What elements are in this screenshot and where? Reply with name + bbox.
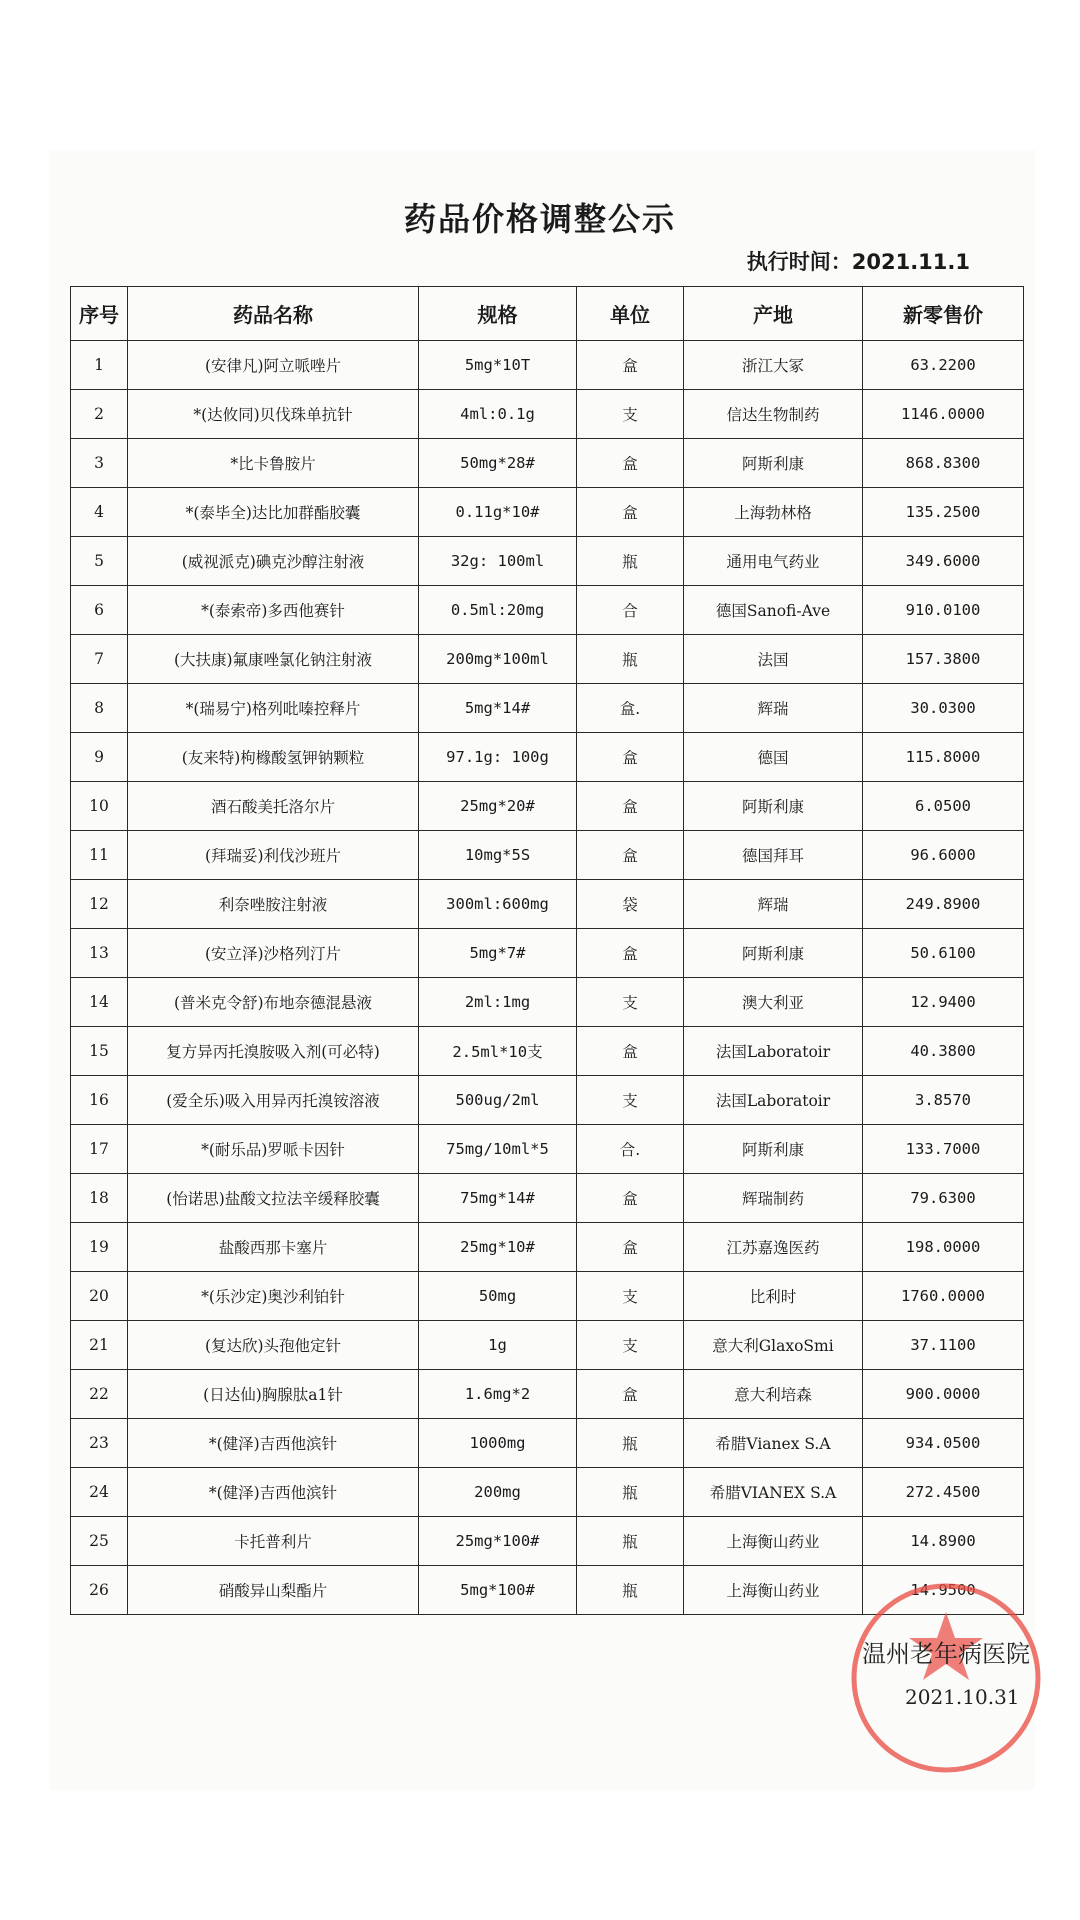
cell-price: 910.0100 xyxy=(863,586,1024,635)
cell-origin: 辉瑞 xyxy=(684,684,863,733)
cell-origin: 德国Sanofi-Ave xyxy=(684,586,863,635)
table-row xyxy=(71,341,1024,390)
cell-price: 37.1100 xyxy=(863,1321,1024,1370)
cell-price: 934.0500 xyxy=(863,1419,1024,1468)
cell-unit: 盒 xyxy=(577,1174,684,1223)
cell-drug-name: (普米克令舒)布地奈德混悬液 xyxy=(128,978,419,1027)
cell-origin: 浙江大冢 xyxy=(684,341,863,390)
cell-origin: 江苏嘉逸医药 xyxy=(684,1223,863,1272)
cell-drug-name: 盐酸西那卡塞片 xyxy=(128,1223,419,1272)
cell-index: 7 xyxy=(71,635,128,684)
cell-price: 79.6300 xyxy=(863,1174,1024,1223)
cell-price: 900.0000 xyxy=(863,1370,1024,1419)
cell-price: 1760.0000 xyxy=(863,1272,1024,1321)
cell-drug-name: (安立泽)沙格列汀片 xyxy=(128,929,419,978)
table-row xyxy=(71,1419,1024,1468)
cell-spec: 25mg*10# xyxy=(419,1223,577,1272)
cell-unit: 盒 xyxy=(577,1370,684,1419)
cell-price: 6.0500 xyxy=(863,782,1024,831)
cell-drug-name: 酒石酸美托洛尔片 xyxy=(128,782,419,831)
cell-unit: 盒. xyxy=(577,684,684,733)
cell-unit: 支 xyxy=(577,1321,684,1370)
cell-drug-name: 卡托普利片 xyxy=(128,1517,419,1566)
table-row xyxy=(71,1272,1024,1321)
cell-spec: 500ug/2ml xyxy=(419,1076,577,1125)
cell-spec: 5mg*7# xyxy=(419,929,577,978)
cell-price: 135.2500 xyxy=(863,488,1024,537)
cell-drug-name: (日达仙)胸腺肽a1针 xyxy=(128,1370,419,1419)
cell-origin: 辉瑞制药 xyxy=(684,1174,863,1223)
cell-unit: 盒 xyxy=(577,929,684,978)
cell-price: 272.4500 xyxy=(863,1468,1024,1517)
cell-spec: 300ml:600mg xyxy=(419,880,577,929)
cell-price: 14.9500 xyxy=(863,1566,1024,1615)
cell-index: 15 xyxy=(71,1027,128,1076)
cell-drug-name: (爱全乐)吸入用异丙托溴铵溶液 xyxy=(128,1076,419,1125)
cell-index: 17 xyxy=(71,1125,128,1174)
cell-spec: 2ml:1mg xyxy=(419,978,577,1027)
cell-spec: 2.5ml*10支 xyxy=(419,1027,577,1076)
cell-drug-name: (拜瑞妥)利伐沙班片 xyxy=(128,831,419,880)
table-row xyxy=(71,782,1024,831)
cell-drug-name: *(乐沙定)奥沙利铂针 xyxy=(128,1272,419,1321)
cell-origin: 意大利GlaxoSmi xyxy=(684,1321,863,1370)
cell-index: 9 xyxy=(71,733,128,782)
cell-index: 11 xyxy=(71,831,128,880)
cell-drug-name: *(瑞易宁)格列吡嗪控释片 xyxy=(128,684,419,733)
cell-index: 1 xyxy=(71,341,128,390)
cell-origin: 阿斯利康 xyxy=(684,929,863,978)
cell-origin: 通用电气药业 xyxy=(684,537,863,586)
cell-drug-name: (大扶康)氟康唑氯化钠注射液 xyxy=(128,635,419,684)
table-row xyxy=(71,880,1024,929)
table-row xyxy=(71,439,1024,488)
cell-price: 63.2200 xyxy=(863,341,1024,390)
cell-unit: 合. xyxy=(577,1125,684,1174)
cell-unit: 支 xyxy=(577,1076,684,1125)
cell-unit: 盒 xyxy=(577,831,684,880)
cell-index: 24 xyxy=(71,1468,128,1517)
header-unit: 单位 xyxy=(577,287,684,341)
cell-spec: 1000mg xyxy=(419,1419,577,1468)
cell-spec: 97.1g: 100g xyxy=(419,733,577,782)
cell-index: 19 xyxy=(71,1223,128,1272)
table-row xyxy=(71,1076,1024,1125)
cell-origin: 澳大利亚 xyxy=(684,978,863,1027)
table-row xyxy=(71,1370,1024,1419)
cell-drug-name: (威视派克)碘克沙醇注射液 xyxy=(128,537,419,586)
table-row xyxy=(71,978,1024,1027)
cell-drug-name: *(健泽)吉西他滨针 xyxy=(128,1468,419,1517)
cell-origin: 辉瑞 xyxy=(684,880,863,929)
header-index: 序号 xyxy=(71,287,128,341)
cell-origin: 法国Laboratoir xyxy=(684,1027,863,1076)
cell-spec: 1g xyxy=(419,1321,577,1370)
cell-unit: 盒 xyxy=(577,1027,684,1076)
cell-index: 3 xyxy=(71,439,128,488)
cell-origin: 阿斯利康 xyxy=(684,1125,863,1174)
cell-spec: 75mg*14# xyxy=(419,1174,577,1223)
cell-price: 40.3800 xyxy=(863,1027,1024,1076)
cell-price: 157.3800 xyxy=(863,635,1024,684)
cell-unit: 盒 xyxy=(577,782,684,831)
table-row xyxy=(71,1321,1024,1370)
table-row xyxy=(71,831,1024,880)
cell-drug-name: (友来特)枸橼酸氢钾钠颗粒 xyxy=(128,733,419,782)
cell-unit: 瓶 xyxy=(577,537,684,586)
cell-spec: 75mg/10ml*5 xyxy=(419,1125,577,1174)
cell-price: 198.0000 xyxy=(863,1223,1024,1272)
table-row xyxy=(71,488,1024,537)
cell-unit: 瓶 xyxy=(577,1566,684,1615)
cell-price: 249.8900 xyxy=(863,880,1024,929)
cell-price: 12.9400 xyxy=(863,978,1024,1027)
cell-origin: 法国Laboratoir xyxy=(684,1076,863,1125)
cell-index: 6 xyxy=(71,586,128,635)
table-row xyxy=(71,684,1024,733)
cell-origin: 阿斯利康 xyxy=(684,439,863,488)
cell-unit: 瓶 xyxy=(577,635,684,684)
cell-drug-name: *(耐乐品)罗哌卡因针 xyxy=(128,1125,419,1174)
cell-spec: 32g: 100ml xyxy=(419,537,577,586)
cell-unit: 盒 xyxy=(577,1223,684,1272)
cell-index: 4 xyxy=(71,488,128,537)
cell-unit: 瓶 xyxy=(577,1517,684,1566)
cell-index: 13 xyxy=(71,929,128,978)
cell-unit: 袋 xyxy=(577,880,684,929)
table-row xyxy=(71,1468,1024,1517)
cell-unit: 盒 xyxy=(577,488,684,537)
cell-index: 8 xyxy=(71,684,128,733)
cell-unit: 瓶 xyxy=(577,1419,684,1468)
cell-origin: 法国 xyxy=(684,635,863,684)
cell-unit: 盒 xyxy=(577,439,684,488)
cell-price: 96.6000 xyxy=(863,831,1024,880)
table-row xyxy=(71,586,1024,635)
seal-date: 2021.10.31 xyxy=(905,1685,1020,1709)
cell-index: 25 xyxy=(71,1517,128,1566)
cell-unit: 合 xyxy=(577,586,684,635)
cell-unit: 支 xyxy=(577,978,684,1027)
cell-spec: 25mg*100# xyxy=(419,1517,577,1566)
cell-drug-name: (安律凡)阿立哌唑片 xyxy=(128,341,419,390)
cell-origin: 信达生物制药 xyxy=(684,390,863,439)
cell-index: 18 xyxy=(71,1174,128,1223)
header-origin: 产地 xyxy=(684,287,863,341)
table-row xyxy=(71,1223,1024,1272)
cell-drug-name: *比卡鲁胺片 xyxy=(128,439,419,488)
cell-price: 14.8900 xyxy=(863,1517,1024,1566)
cell-spec: 5mg*14# xyxy=(419,684,577,733)
cell-origin: 上海衡山药业 xyxy=(684,1517,863,1566)
cell-drug-name: 硝酸异山梨酯片 xyxy=(128,1566,419,1615)
cell-price: 3.8570 xyxy=(863,1076,1024,1125)
cell-spec: 200mg*100ml xyxy=(419,635,577,684)
table-row xyxy=(71,635,1024,684)
table-row xyxy=(71,390,1024,439)
cell-index: 5 xyxy=(71,537,128,586)
cell-origin: 德国 xyxy=(684,733,863,782)
cell-index: 10 xyxy=(71,782,128,831)
cell-index: 14 xyxy=(71,978,128,1027)
cell-spec: 5mg*10T xyxy=(419,341,577,390)
table-row xyxy=(71,1027,1024,1076)
cell-origin: 意大利培森 xyxy=(684,1370,863,1419)
cell-spec: 50mg xyxy=(419,1272,577,1321)
cell-drug-name: *(泰索帝)多西他赛针 xyxy=(128,586,419,635)
cell-spec: 200mg xyxy=(419,1468,577,1517)
header-price: 新零售价 xyxy=(863,287,1024,341)
cell-drug-name: *(达攸同)贝伐珠单抗针 xyxy=(128,390,419,439)
cell-unit: 支 xyxy=(577,390,684,439)
cell-index: 21 xyxy=(71,1321,128,1370)
cell-index: 20 xyxy=(71,1272,128,1321)
table-header-row xyxy=(71,287,1024,341)
cell-index: 16 xyxy=(71,1076,128,1125)
cell-price: 30.0300 xyxy=(863,684,1024,733)
cell-price: 349.6000 xyxy=(863,537,1024,586)
table-row xyxy=(71,929,1024,978)
cell-spec: 25mg*20# xyxy=(419,782,577,831)
cell-drug-name: (怡诺思)盐酸文拉法辛缓释胶囊 xyxy=(128,1174,419,1223)
header-spec: 规格 xyxy=(419,287,577,341)
cell-spec: 1.6mg*2 xyxy=(419,1370,577,1419)
cell-index: 2 xyxy=(71,390,128,439)
header-drug-name: 药品名称 xyxy=(128,287,419,341)
cell-spec: 0.11g*10# xyxy=(419,488,577,537)
document-title: 药品价格调整公示 xyxy=(403,200,676,238)
price-table xyxy=(70,286,1024,1615)
table-row xyxy=(71,1517,1024,1566)
cell-origin: 上海勃林格 xyxy=(684,488,863,537)
cell-spec: 5mg*100# xyxy=(419,1566,577,1615)
official-seal xyxy=(846,1578,1046,1778)
cell-index: 12 xyxy=(71,880,128,929)
table-row xyxy=(71,537,1024,586)
cell-price: 133.7000 xyxy=(863,1125,1024,1174)
cell-index: 22 xyxy=(71,1370,128,1419)
cell-origin: 希腊VIANEX S.A xyxy=(684,1468,863,1517)
cell-origin: 上海衡山药业 xyxy=(684,1566,863,1615)
table-row xyxy=(71,1125,1024,1174)
cell-unit: 盒 xyxy=(577,341,684,390)
cell-drug-name: (复达欣)头孢他定针 xyxy=(128,1321,419,1370)
cell-origin: 比利时 xyxy=(684,1272,863,1321)
cell-spec: 10mg*5S xyxy=(419,831,577,880)
execution-date: 执行时间：2021.11.1 xyxy=(746,250,970,274)
cell-spec: 4ml:0.1g xyxy=(419,390,577,439)
table-body xyxy=(71,341,1024,1615)
cell-price: 115.8000 xyxy=(863,733,1024,782)
cell-drug-name: 复方异丙托溴胺吸入剂(可必特) xyxy=(128,1027,419,1076)
cell-price: 1146.0000 xyxy=(863,390,1024,439)
cell-drug-name: 利奈唑胺注射液 xyxy=(128,880,419,929)
cell-spec: 0.5ml:20mg xyxy=(419,586,577,635)
cell-drug-name: *(泰毕全)达比加群酯胶囊 xyxy=(128,488,419,537)
cell-unit: 盒 xyxy=(577,733,684,782)
cell-index: 26 xyxy=(71,1566,128,1615)
cell-unit: 瓶 xyxy=(577,1468,684,1517)
cell-spec: 50mg*28# xyxy=(419,439,577,488)
cell-origin: 阿斯利康 xyxy=(684,782,863,831)
cell-price: 868.8300 xyxy=(863,439,1024,488)
table-row xyxy=(71,1174,1024,1223)
table-row xyxy=(71,733,1024,782)
cell-drug-name: *(健泽)吉西他滨针 xyxy=(128,1419,419,1468)
cell-unit: 支 xyxy=(577,1272,684,1321)
cell-index: 23 xyxy=(71,1419,128,1468)
cell-origin: 希腊Vianex S.A xyxy=(684,1419,863,1468)
cell-price: 50.6100 xyxy=(863,929,1024,978)
cell-origin: 德国拜耳 xyxy=(684,831,863,880)
seal-hospital-name: 温州老年病医院 xyxy=(862,1640,1030,1668)
